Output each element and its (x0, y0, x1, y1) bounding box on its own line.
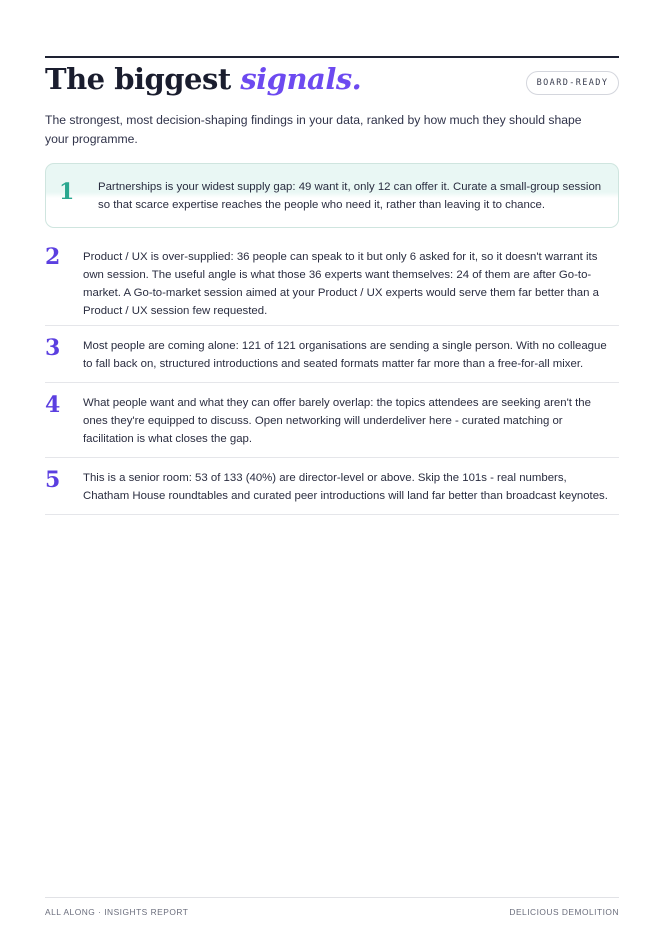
signal-item-4 (45, 383, 619, 458)
page-title (45, 62, 361, 96)
signal-text: This is a senior room: 53 of 133 (40%) are director-level or above. Skip the 101s - real numbers, Chatham House roundtables and curated peer introductions will land far better than broadcast keynotes. (83, 472, 608, 502)
signal-text: Most people are coming alone: 121 of 121 organisations are sending a single person. With no colleague to fall back on, structured introductions and seated formats matter far more than a free-for-all mixer. (83, 340, 607, 370)
signal-rank: 4 (45, 392, 61, 418)
signal-item-5 (45, 458, 619, 515)
intro-text: The strongest, most decision-shaping findings in your data, ranked by how much they should shape your programme. (45, 113, 582, 146)
footer-report-label: ALL ALONG · INSIGHTS REPORT (45, 907, 189, 917)
board-ready-badge: BOARD-READY (526, 71, 619, 95)
signal-item-2 (45, 240, 619, 326)
footer-divider (45, 897, 619, 898)
signal-text: What people want and what they can offer barely overlap: the topics attendees are seeking aren't the ones they're equipped to discuss. Open networking will underdeliver here - curated matching or facilitation is what closes the gap. (83, 397, 591, 445)
footer-client-label: DELICIOUS DEMOLITION (509, 907, 619, 917)
signal-text: Product / UX is over-supplied: 36 people can speak to it but only 6 asked for it, so it doesn't warrant its own session. The useful angle is what those 36 experts want themselves: 24 of them are after Go-to-market. A Go-to-market session aimed at your Product / UX experts would serve them far better than a Product / UX session few requested. (83, 251, 599, 317)
signal-text: Partnerships is your widest supply gap: 49 want it, only 12 can offer it. Curate a small-group session so that scarce expertise reaches the people who need it, rather than leaving it to chance. (98, 181, 602, 211)
signal-item-3 (45, 326, 619, 383)
top-divider (45, 56, 619, 58)
signals-list (45, 163, 619, 515)
title-main: The biggest (45, 62, 231, 96)
signal-rank: 2 (45, 244, 61, 270)
title-accent: signals. (240, 62, 362, 96)
signal-rank: 3 (45, 335, 61, 361)
signal-item-1 (45, 163, 619, 228)
signal-rank: 1 (59, 179, 75, 205)
signal-rank: 5 (45, 467, 61, 493)
